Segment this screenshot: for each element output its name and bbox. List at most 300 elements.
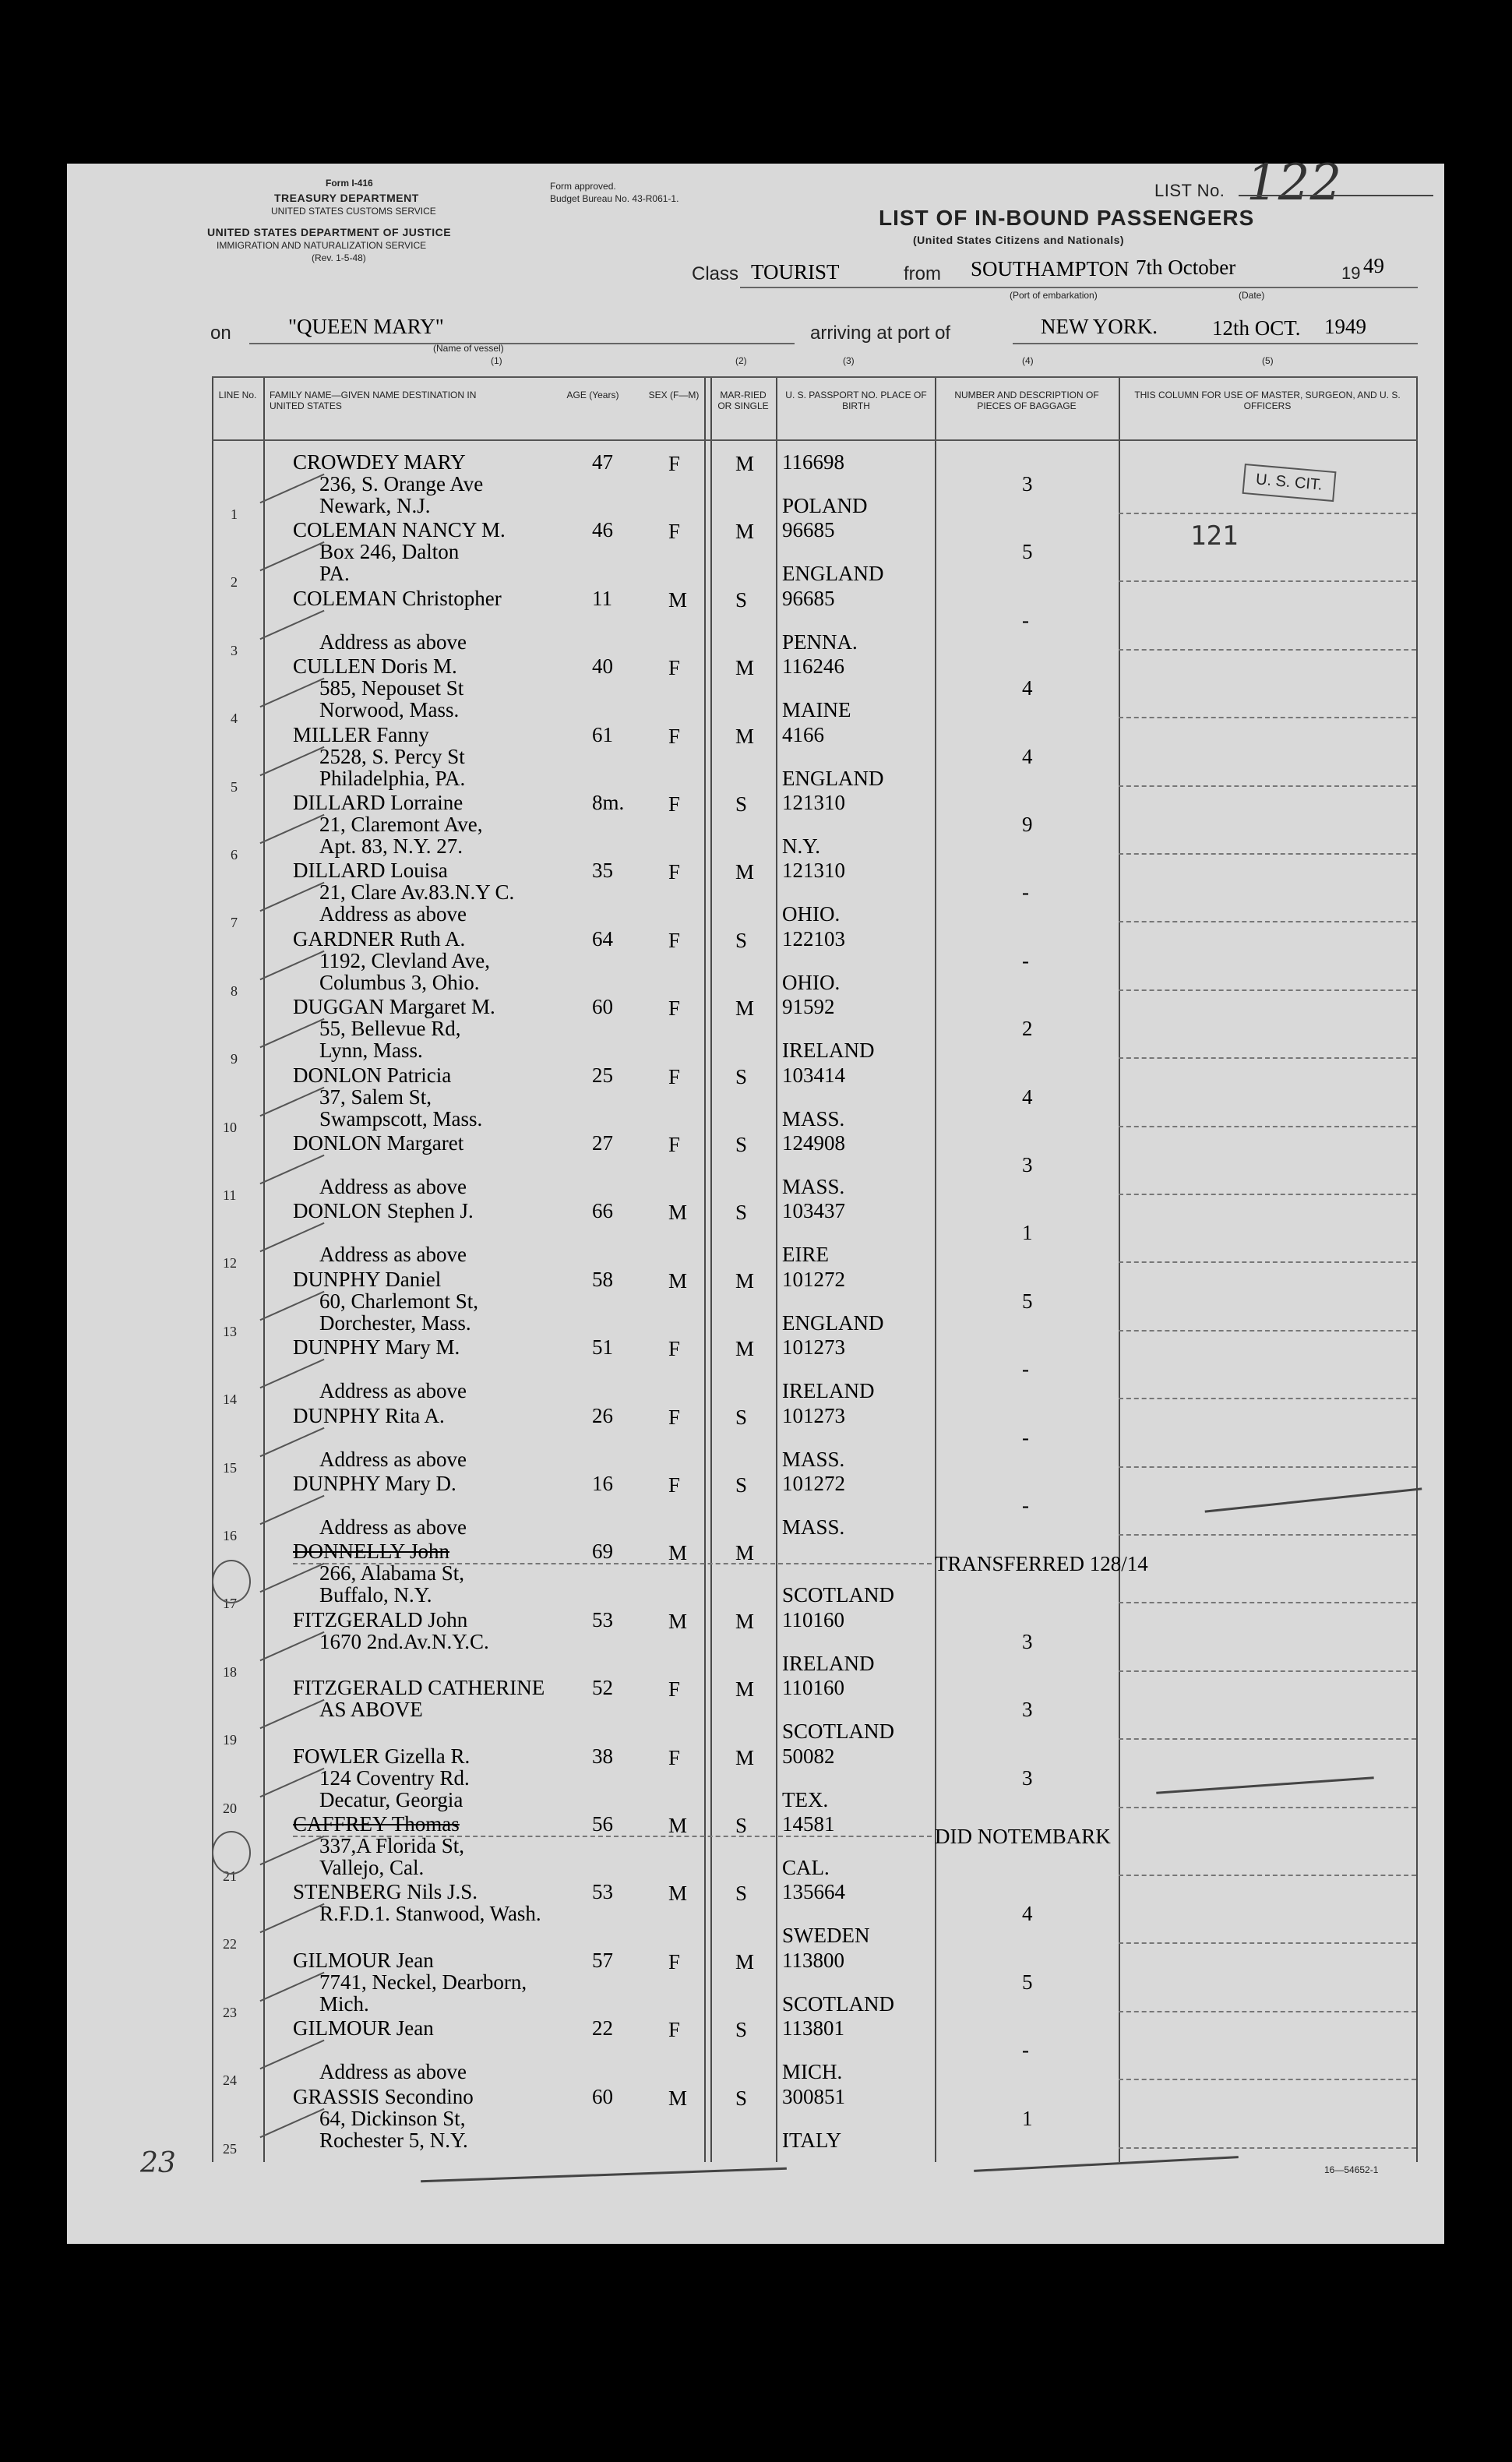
column-header-married: MAR-RIED OR SINGLE — [717, 390, 769, 411]
marital-status: S — [735, 1882, 748, 1906]
destination-line-1: 1192, Clevland Ave, — [319, 948, 490, 972]
passenger-sex: M — [668, 1201, 688, 1225]
column-header-line: LINE No. — [218, 390, 257, 400]
baggage-count: 9 — [1022, 813, 1033, 836]
place-of-birth: MASS. — [782, 1175, 845, 1198]
passenger-sex: M — [668, 2086, 688, 2110]
passport-number: 110160 — [782, 1676, 844, 1700]
justice-department: UNITED STATES DEPARTMENT OF JUSTICE — [207, 226, 452, 238]
arrival-port: NEW YORK. — [1041, 315, 1158, 338]
marital-status: S — [735, 1814, 748, 1837]
line-number: 25 — [223, 2140, 237, 2157]
baggage-count: - — [1022, 1357, 1029, 1381]
passenger-age: 51 — [592, 1335, 613, 1360]
destination-line-2: Rochester 5, N.Y. — [319, 2128, 468, 2152]
list-no-label: LIST No. — [1154, 181, 1225, 200]
row-rule — [1119, 2011, 1416, 2012]
passenger-name: COLEMAN Christopher — [293, 586, 502, 610]
manifest-subtitle: (United States Citizens and Nationals) — [913, 234, 1125, 246]
passport-number: 96685 — [782, 518, 835, 542]
passenger-age: 26 — [592, 1403, 613, 1427]
list-no-underline — [1239, 195, 1433, 196]
destination-line-1: 21, Claremont Ave, — [319, 813, 483, 836]
passenger-sex: M — [668, 1268, 688, 1293]
destination-line-2: Mich. — [319, 1991, 369, 2016]
passenger-name: DUNPHY Mary D. — [293, 1472, 456, 1495]
class-label: Class — [692, 263, 739, 284]
passenger-name: DONNELLY John — [293, 1540, 450, 1564]
passenger-sex: F — [668, 928, 681, 952]
passenger-age: 8m. — [592, 791, 625, 814]
place-of-birth: POLAND — [782, 494, 868, 517]
baggage-count: 3 — [1022, 1765, 1033, 1790]
passenger-name: COLEMAN NANCY M. — [293, 518, 506, 542]
passport-number: 103414 — [782, 1063, 845, 1087]
row-rule — [1119, 1807, 1416, 1808]
column-number: (3) — [843, 355, 855, 366]
marital-status: S — [735, 1133, 748, 1156]
passport-number: 121310 — [782, 859, 845, 883]
passport-number: 113800 — [782, 1948, 844, 1972]
passenger-sex: F — [668, 1677, 681, 1702]
passenger-name: GRASSIS Secondino — [293, 2084, 474, 2108]
passport-number: 113801 — [782, 2016, 844, 2040]
embarkation-date: 7th October — [1136, 256, 1236, 279]
row-rule — [1119, 649, 1416, 651]
row-rule — [1119, 1194, 1416, 1195]
passenger-sex: F — [668, 520, 681, 544]
row-rule — [1119, 1398, 1416, 1399]
table-rule — [1416, 378, 1418, 2162]
passenger-age: 57 — [592, 1948, 613, 1972]
passenger-age: 27 — [592, 1131, 613, 1155]
destination-line-1: 60, Charlemont St, — [319, 1289, 478, 1313]
destination-line-2: Address as above — [319, 1515, 467, 1539]
passenger-sex: F — [668, 1064, 681, 1088]
destination-line-1: 124 Coventry Rd. — [319, 1765, 470, 1790]
table-rule — [710, 378, 712, 2162]
marital-status: S — [735, 928, 748, 952]
passenger-name: DUNPHY Daniel — [293, 1267, 442, 1291]
line-number: 8 — [231, 982, 238, 999]
passport-number: 96685 — [782, 586, 835, 610]
baggage-count: - — [1022, 948, 1029, 972]
line-number: 21 — [223, 1868, 237, 1884]
destination-line-1: Box 246, Dalton — [319, 540, 460, 564]
arrival-underline — [1013, 343, 1418, 344]
line-number: 24 — [223, 2072, 237, 2089]
passenger-age: 60 — [592, 2084, 613, 2108]
vessel-caption: (Name of vessel) — [433, 343, 504, 354]
marital-status: M — [735, 1337, 755, 1361]
baggage-count: - — [1022, 1425, 1029, 1449]
passport-number: 116246 — [782, 654, 844, 679]
place-of-birth: SCOTLAND — [782, 1720, 895, 1744]
row-rule — [1119, 1126, 1416, 1127]
passenger-sex: F — [668, 656, 681, 680]
place-of-birth: CAL. — [782, 1856, 830, 1879]
marital-status: M — [735, 452, 755, 475]
line-number: 1 — [231, 506, 238, 522]
row-rule — [1119, 1670, 1416, 1672]
baggage-count: 2 — [1022, 1017, 1033, 1041]
passenger-name: DONLON Stephen J. — [293, 1199, 474, 1223]
port-caption: (Port of embarkation) — [1010, 290, 1098, 301]
passenger-sex: F — [668, 792, 681, 816]
baggage-count: 3 — [1022, 1153, 1033, 1176]
marital-status: S — [735, 1201, 748, 1225]
embarkation-year-suffix: 49 — [1363, 254, 1384, 277]
table-rule — [704, 378, 706, 2162]
transfer-note: TRANSFERRED 128/14 — [935, 1552, 1148, 1576]
destination-line-2: Address as above — [319, 902, 467, 926]
line-number: 11 — [223, 1187, 237, 1203]
baggage-count: 4 — [1022, 1902, 1033, 1926]
destination-line-2: Columbus 3, Ohio. — [319, 970, 480, 994]
passenger-sex: F — [668, 724, 681, 748]
line-number: 13 — [223, 1323, 237, 1339]
marital-status: S — [735, 792, 748, 816]
passenger-age: 11 — [592, 586, 612, 610]
passenger-age: 53 — [592, 1607, 613, 1631]
marital-status: M — [735, 1949, 755, 1973]
strike-line — [293, 1563, 932, 1564]
destination-line-1: R.F.D.1. Stanwood, Wash. — [319, 1902, 541, 1926]
baggage-count: - — [1022, 608, 1029, 632]
destination-line-2: Address as above — [319, 630, 467, 654]
passenger-age: 58 — [592, 1267, 613, 1291]
embarkation-year-prefix: 19 — [1341, 263, 1361, 283]
column-number: (1) — [491, 355, 502, 366]
list-no-value: 122 — [1246, 154, 1342, 212]
baggage-count: 4 — [1022, 744, 1033, 768]
passenger-name: CROWDEY MARY — [293, 450, 466, 474]
destination-line-2: Norwood, Mass. — [319, 698, 460, 722]
destination-line-1: 2528, S. Percy St — [319, 744, 465, 768]
destination-line-1: 266, Alabama St, — [319, 1561, 464, 1585]
baggage-count: 5 — [1022, 540, 1033, 564]
passenger-sex: F — [668, 1745, 681, 1769]
line-number: 4 — [231, 711, 238, 727]
passport-number: 50082 — [782, 1744, 835, 1768]
passenger-name: DILLARD Louisa — [293, 859, 448, 883]
destination-line-2: Newark, N.J. — [319, 494, 431, 517]
passport-number: 4166 — [782, 722, 824, 746]
row-rule — [1119, 785, 1416, 787]
passenger-sex: F — [668, 1337, 681, 1361]
citizenship-stamp: U. S. CIT. — [1242, 464, 1337, 502]
place-of-birth: SWEDEN — [782, 1924, 870, 1948]
passenger-age: 52 — [592, 1676, 613, 1700]
marital-status: S — [735, 2086, 748, 2110]
stamp-note: 121 — [1190, 520, 1239, 552]
passport-number: 101272 — [782, 1267, 845, 1291]
manifest-title: LIST OF IN-BOUND PASSENGERS — [879, 206, 1255, 230]
destination-line-1: 1670 2nd.Av.N.Y.C. — [319, 1629, 489, 1653]
marital-status: M — [735, 656, 755, 680]
passenger-name: CAFFREY Thomas — [293, 1812, 460, 1836]
passenger-sex: F — [668, 860, 681, 884]
strike-line — [293, 1836, 932, 1837]
passenger-name: GILMOUR Jean — [293, 2016, 434, 2040]
marital-status: M — [735, 860, 755, 884]
destination-line-2: Address as above — [319, 1379, 467, 1403]
marital-status: M — [735, 996, 755, 1021]
place-of-birth: IRELAND — [782, 1379, 875, 1403]
baggage-count: 5 — [1022, 1970, 1033, 1994]
form-department: TREASURY DEPARTMENT — [274, 192, 419, 204]
destination-line-2: Address as above — [319, 1447, 467, 1471]
marital-status: S — [735, 587, 748, 612]
table-rule — [935, 378, 936, 2162]
destination-line-2: Lynn, Mass. — [319, 1039, 423, 1063]
passenger-sex: F — [668, 2018, 681, 2042]
passport-number: 101273 — [782, 1335, 845, 1360]
passport-number: 300851 — [782, 2084, 845, 2108]
arriving-label: arriving at port of — [810, 323, 951, 344]
vessel-underline — [249, 343, 795, 344]
destination-line-2: PA. — [319, 562, 350, 586]
line-number: 17 — [223, 1596, 237, 1612]
place-of-birth: ENGLAND — [782, 562, 884, 586]
passenger-sex: M — [668, 1814, 688, 1837]
row-rule — [1119, 1466, 1416, 1468]
from-label: from — [904, 263, 941, 284]
place-of-birth: SCOTLAND — [782, 1583, 895, 1607]
line-number: 16 — [223, 1528, 237, 1543]
passenger-name: DUNPHY Mary M. — [293, 1335, 460, 1360]
passenger-name: MILLER Fanny — [293, 722, 429, 746]
table-rule — [212, 439, 1418, 441]
passenger-age: 40 — [592, 654, 613, 679]
marital-status: M — [735, 520, 755, 544]
row-rule — [1119, 2147, 1416, 2149]
passenger-age: 64 — [592, 926, 613, 951]
baggage-count: 1 — [1022, 2106, 1033, 2130]
port-of-embarkation: SOUTHAMPTON — [971, 257, 1130, 280]
passenger-name: GARDNER Ruth A. — [293, 926, 466, 951]
passenger-sex: F — [668, 1133, 681, 1156]
baggage-count: - — [1022, 1494, 1029, 1517]
row-rule — [1119, 853, 1416, 855]
manifest-sheet — [67, 164, 1444, 2244]
page-count: 23 — [140, 2147, 176, 2179]
marital-status: S — [735, 1473, 748, 1497]
form-approved: Form approved. — [550, 181, 616, 192]
marital-status: M — [735, 1268, 755, 1293]
passenger-age: 53 — [592, 1880, 613, 1904]
destination-line-2: Address as above — [319, 1243, 467, 1267]
table-rule — [776, 378, 777, 2162]
destination-line-1: AS ABOVE — [319, 1698, 423, 1722]
passenger-age: 47 — [592, 450, 613, 474]
column-number: (2) — [735, 355, 747, 366]
passenger-age: 66 — [592, 1199, 613, 1223]
passenger-sex: M — [668, 1609, 688, 1633]
passenger-name: GILMOUR Jean — [293, 1948, 434, 1972]
passport-number: 91592 — [782, 995, 835, 1019]
passenger-name: DUNPHY Rita A. — [293, 1403, 445, 1427]
place-of-birth: MASS. — [782, 1515, 845, 1539]
baggage-count: 4 — [1022, 676, 1033, 700]
passenger-name: DILLARD Lorraine — [293, 791, 463, 814]
place-of-birth: OHIO. — [782, 902, 841, 926]
destination-line-1: 585, Nepouset St — [319, 676, 464, 700]
row-rule — [1119, 1534, 1416, 1536]
baggage-count: 3 — [1022, 1698, 1033, 1722]
date-caption: (Date) — [1239, 290, 1265, 301]
line-number: 20 — [223, 1800, 237, 1816]
place-of-birth: N.Y. — [782, 834, 821, 858]
destination-line-2: Dorchester, Mass. — [319, 1310, 471, 1335]
passenger-age: 16 — [592, 1472, 613, 1495]
row-rule — [1119, 1057, 1416, 1059]
line-number: 2 — [231, 574, 238, 591]
passenger-age: 56 — [592, 1812, 613, 1836]
line-number: 3 — [231, 642, 238, 658]
column-header-name: FAMILY NAME—GIVEN NAME DESTINATION IN UNITED STATES — [270, 390, 477, 411]
column-number: (5) — [1262, 355, 1274, 366]
baggage-count: 1 — [1022, 1221, 1033, 1245]
marital-status: M — [735, 1677, 755, 1702]
passenger-sex: M — [668, 587, 688, 612]
passenger-sex: F — [668, 1405, 681, 1429]
budget-number: Budget Bureau No. 43-R061-1. — [550, 193, 679, 204]
destination-line-2: Philadelphia, PA. — [319, 766, 466, 790]
table-rule — [263, 378, 265, 2162]
circle-mark — [212, 1831, 251, 1875]
baggage-count: - — [1022, 2038, 1029, 2062]
row-rule — [1119, 580, 1416, 582]
column-header-passport: U. S. PASSPORT NO. PLACE OF BIRTH — [785, 390, 927, 411]
passenger-sex: M — [668, 1882, 688, 1906]
circle-mark — [212, 1560, 251, 1603]
passenger-name: FOWLER Gizella R. — [293, 1744, 471, 1768]
place-of-birth: MASS. — [782, 1106, 845, 1130]
passport-number: 103437 — [782, 1199, 845, 1223]
row-rule — [1119, 513, 1416, 514]
destination-line-1: 337,A Florida St, — [319, 1834, 465, 1857]
passenger-sex: F — [668, 1949, 681, 1973]
line-number: 9 — [231, 1051, 238, 1067]
passenger-sex: F — [668, 996, 681, 1021]
destination-line-2: Decatur, Georgia — [319, 1787, 463, 1811]
row-rule — [1119, 1261, 1416, 1263]
destination-line-1: 7741, Neckel, Dearborn, — [319, 1970, 527, 1994]
passport-number: 116698 — [782, 450, 844, 474]
place-of-birth: IRELAND — [782, 1039, 875, 1063]
column-header-sex: SEX (F—M) — [648, 390, 700, 400]
place-of-birth: ITALY — [782, 2128, 842, 2152]
place-of-birth: TEX. — [782, 1787, 829, 1811]
marital-status: S — [735, 2018, 748, 2042]
destination-line-2: Apt. 83, N.Y. 27. — [319, 834, 463, 858]
arrival-date: 12th OCT. — [1212, 316, 1301, 340]
passport-number: 135664 — [782, 1880, 845, 1904]
passport-number: 110160 — [782, 1607, 844, 1631]
row-rule — [1119, 1330, 1416, 1332]
destination-line-2: Buffalo, N.Y. — [319, 1583, 432, 1607]
place-of-birth: SCOTLAND — [782, 1991, 895, 2016]
place-of-birth: ENGLAND — [782, 766, 884, 790]
place-of-birth: IRELAND — [782, 1651, 875, 1675]
table-rule — [212, 378, 213, 2162]
passenger-sex: F — [668, 1473, 681, 1497]
line-number: 6 — [231, 847, 238, 862]
class-value: TOURIST — [751, 260, 840, 284]
destination-line-2: Swampscott, Mass. — [319, 1106, 483, 1130]
marital-status: S — [735, 1064, 748, 1088]
destination-line-1: 236, S. Orange Ave — [319, 472, 484, 496]
line-number: 14 — [223, 1391, 237, 1408]
row-rule — [1119, 989, 1416, 991]
destination-line-2: Vallejo, Cal. — [319, 1856, 425, 1879]
passenger-name: DONLON Margaret — [293, 1131, 464, 1155]
destination-line-2: Address as above — [319, 2060, 467, 2084]
destination-line-1: 64, Dickinson St, — [319, 2106, 466, 2130]
arrival-year: 1949 — [1324, 315, 1366, 338]
row-rule — [1119, 1602, 1416, 1603]
row-rule — [1119, 1738, 1416, 1740]
passenger-age: 25 — [592, 1063, 613, 1087]
table-rule — [1119, 378, 1120, 2162]
marital-status: M — [735, 1609, 755, 1633]
class-underline — [740, 287, 1418, 288]
line-number: 12 — [223, 1255, 237, 1272]
baggage-count: - — [1022, 880, 1029, 905]
passenger-age: 61 — [592, 722, 613, 746]
row-rule — [1119, 1942, 1416, 1944]
destination-line-1: 21, Clare Av.83.N.Y C. — [319, 880, 515, 905]
line-number: 15 — [223, 1459, 237, 1476]
baggage-count: 4 — [1022, 1085, 1033, 1109]
passenger-age: 60 — [592, 995, 613, 1019]
passenger-sex: M — [668, 1541, 688, 1565]
passenger-age: 69 — [592, 1540, 613, 1564]
form-number: Form I-416 — [326, 178, 373, 189]
passenger-name: FITZGERALD John — [293, 1607, 468, 1631]
place-of-birth: OHIO. — [782, 970, 841, 994]
on-label: on — [210, 323, 231, 344]
marital-status: S — [735, 1405, 748, 1429]
table-rule — [212, 376, 1418, 378]
passenger-name: CULLEN Doris M. — [293, 654, 457, 679]
passenger-name: FITZGERALD CATHERINE — [293, 1676, 545, 1700]
form-service: UNITED STATES CUSTOMS SERVICE — [271, 206, 436, 217]
place-of-birth: ENGLAND — [782, 1310, 884, 1335]
passenger-name: STENBERG Nils J.S. — [293, 1880, 478, 1904]
place-of-birth: MICH. — [782, 2060, 843, 2084]
line-number: 22 — [223, 1936, 237, 1952]
baggage-count: 3 — [1022, 1629, 1033, 1653]
passport-number: 14581 — [782, 1812, 835, 1836]
form-revision: (Rev. 1-5-48) — [312, 252, 366, 263]
passport-number: 101272 — [782, 1472, 845, 1495]
passenger-name: DONLON Patricia — [293, 1063, 452, 1087]
line-number: 5 — [231, 778, 238, 795]
baggage-count: 5 — [1022, 1289, 1033, 1313]
line-number: 7 — [231, 915, 238, 931]
transfer-note: DID NOTEMBARK — [935, 1825, 1111, 1848]
marital-status: M — [735, 1541, 755, 1565]
passenger-age: 46 — [592, 518, 613, 542]
passport-number: 121310 — [782, 791, 845, 814]
row-rule — [1119, 2079, 1416, 2080]
column-header-baggage: NUMBER AND DESCRIPTION OF PIECES OF BAGGAGE — [954, 390, 1099, 411]
row-rule — [1119, 1875, 1416, 1876]
marital-status: M — [735, 1745, 755, 1769]
baggage-count: 3 — [1022, 472, 1033, 496]
